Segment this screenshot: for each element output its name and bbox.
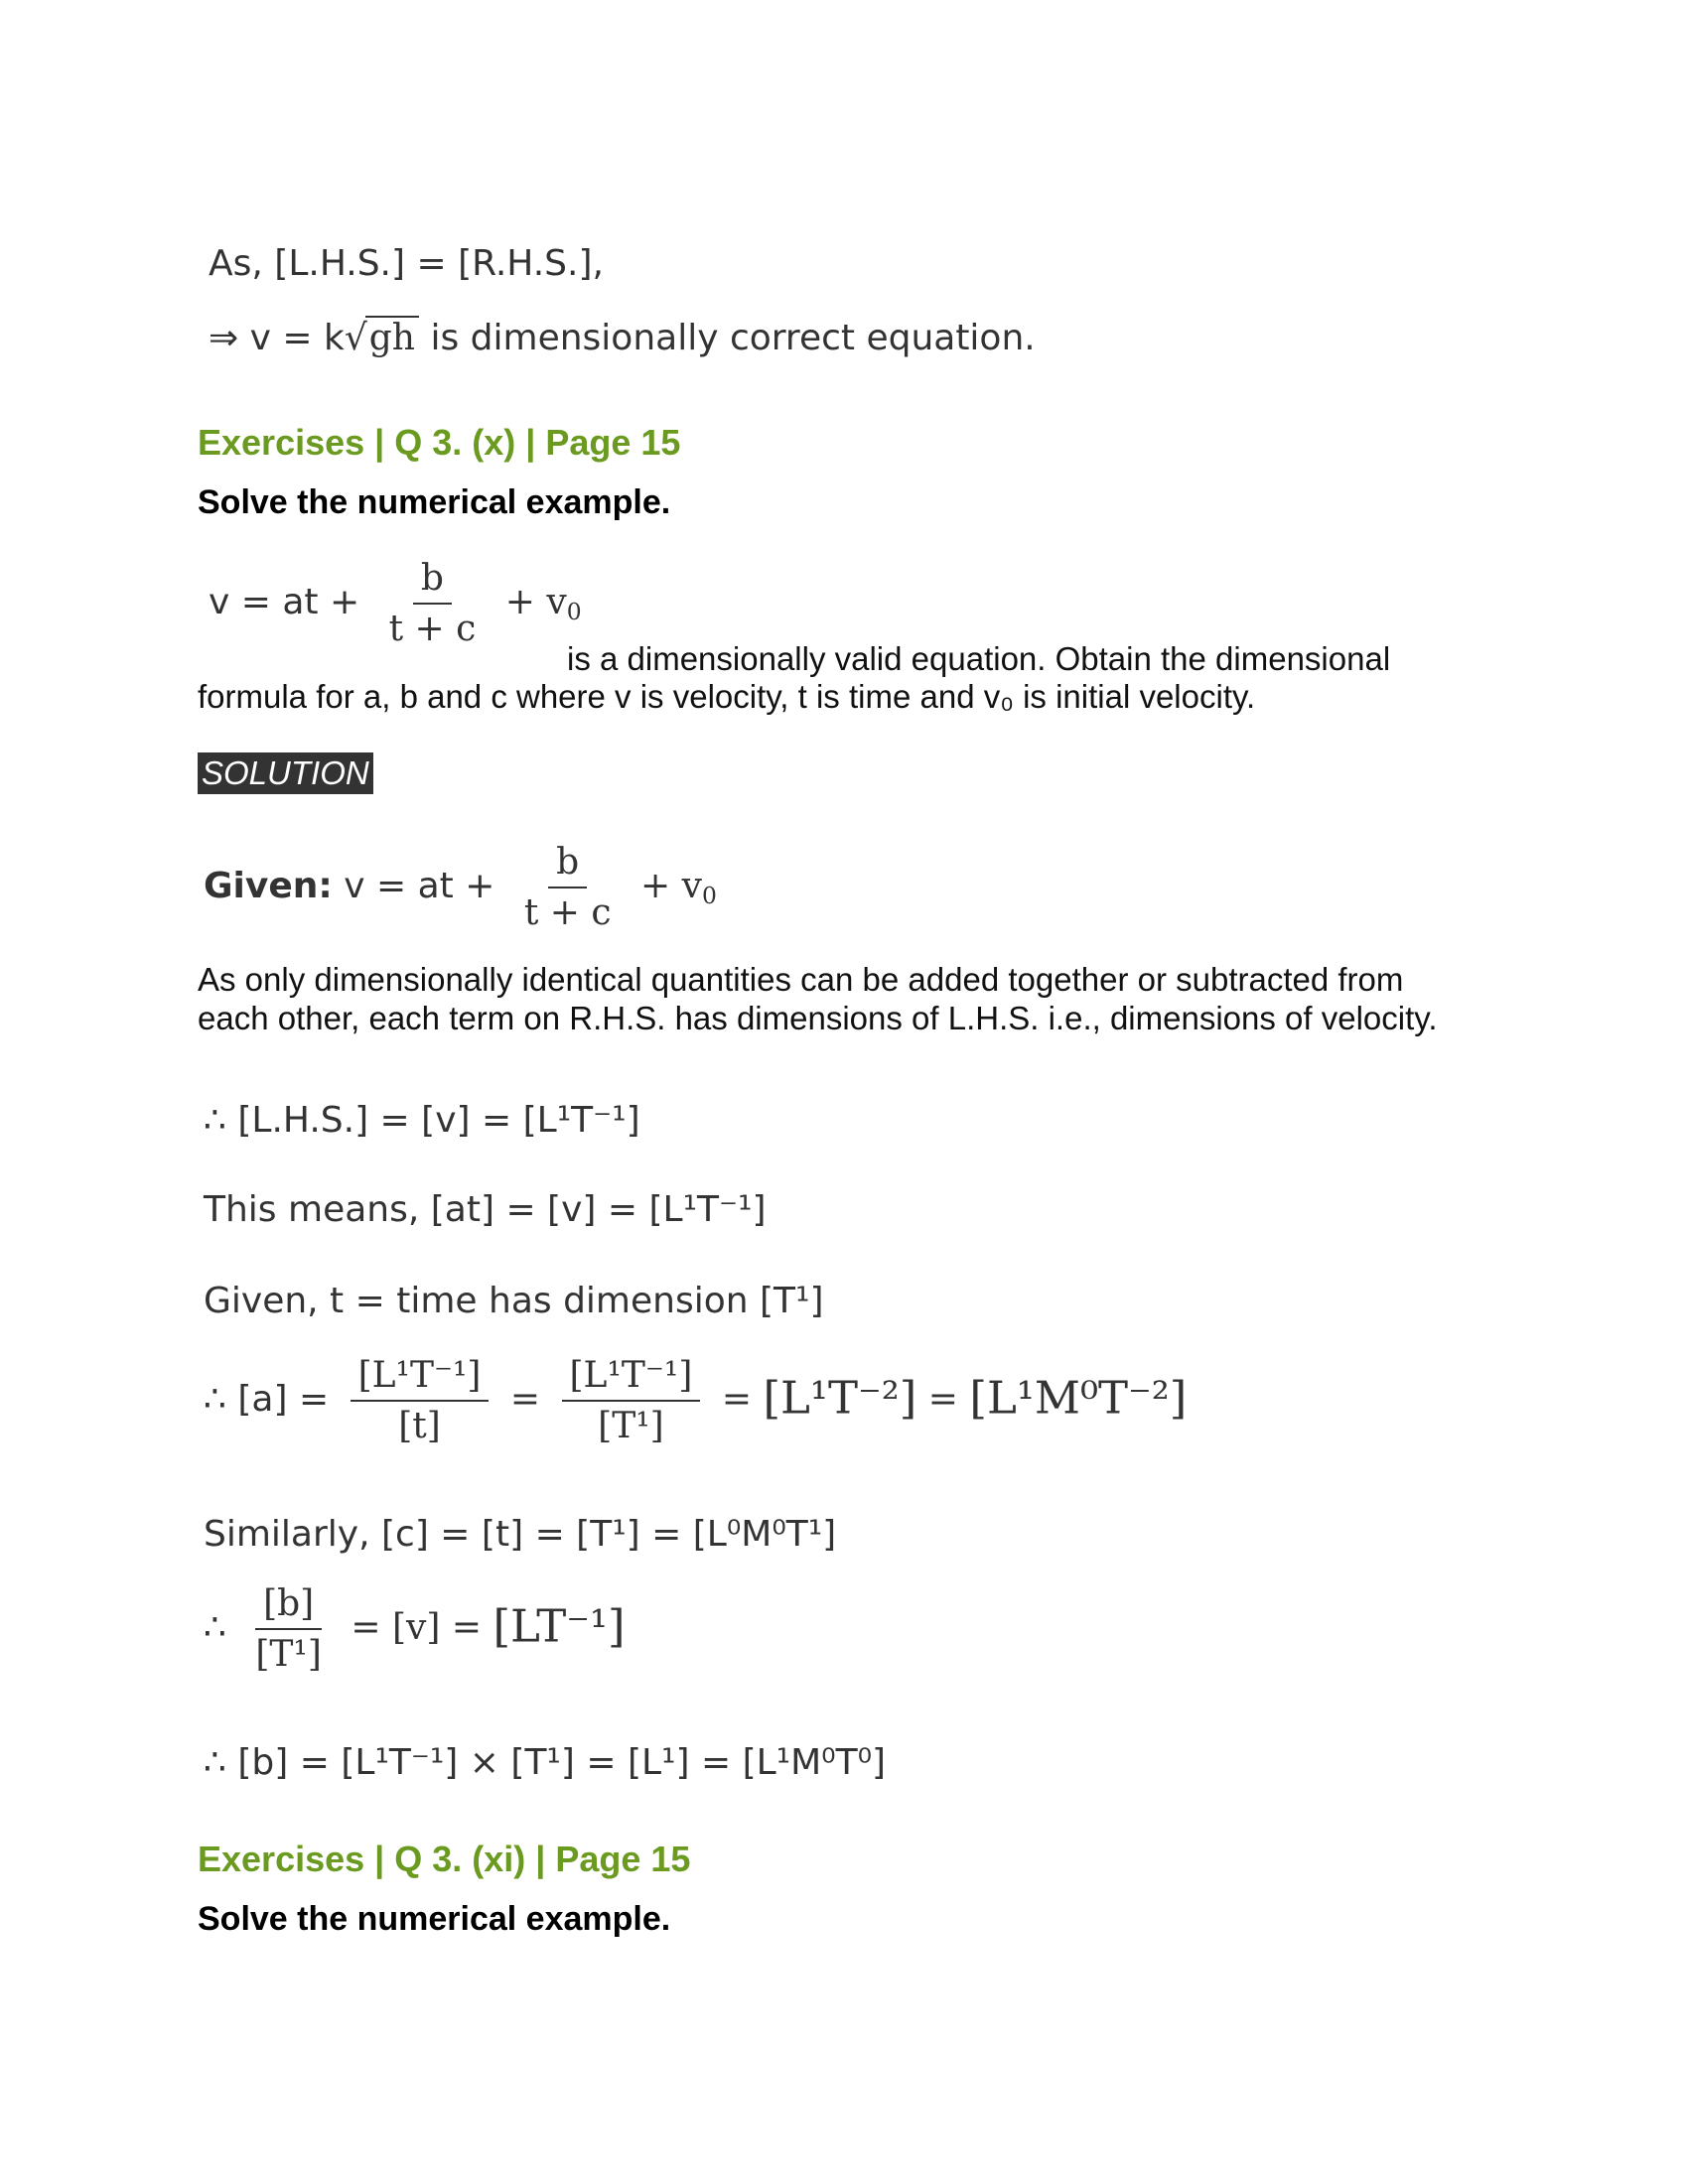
a-fraction-2 (562, 1355, 701, 1446)
step-b-derivation (204, 1583, 626, 1675)
a-numerator-1: [L¹T⁻¹] (351, 1355, 490, 1402)
radicand: gh (365, 316, 419, 358)
eq-tail: + v (504, 582, 567, 622)
explanation-line2: each other, each term on R.H.S. has dimensions of L.H.S. i.e., dimensions of velocity. (198, 1000, 1438, 1036)
a-result-1: [L¹T⁻²] (763, 1371, 917, 1425)
question-heading-x: Exercises | Q 3. (x) | Page 15 (198, 422, 681, 463)
equation-suffix: is dimensionally correct equation. (419, 318, 1036, 358)
question-text-line1: is a dimensionally valid equation. Obtain the dimensional (567, 640, 1391, 677)
question-text-line2: formula for a, b and c where v is velocity, t is time and v₀ is initial velocity. (198, 678, 1256, 715)
a-denominator-1: [t] (398, 1406, 441, 1446)
step-c-dimension: Similarly, [c] = [t] = [T¹] = [L⁰M⁰T¹] (204, 1514, 837, 1555)
sqrt-sign: √ (344, 318, 367, 358)
explanation-line1: As only dimensionally identical quantities can be added together or subtracted from (198, 961, 1404, 998)
a-numerator-2: [L¹T⁻¹] (562, 1355, 701, 1402)
b-numerator: [b] (255, 1583, 322, 1630)
b-result: [LT⁻¹] (492, 1599, 626, 1653)
a-fraction-1 (351, 1355, 490, 1446)
solution-badge: SOLUTION (198, 752, 373, 794)
eq-prefix: v = at + (209, 582, 360, 622)
eq-denominator: t + c (388, 609, 477, 649)
correct-equation-statement (209, 316, 1036, 358)
given-numerator: b (548, 842, 587, 888)
given-equation (204, 842, 717, 933)
step-a-derivation: ∴ [a] = $\frac{\text{[L¹T⁻¹]}}{[t]}$ = $\frac{\text{[L¹T⁻¹]}}{\text{[T¹]}}$ = [L¹T⁻²] = [L¹M⁰T⁻²] (204, 1355, 1188, 1446)
b-denominator: [T¹] (255, 1634, 322, 1675)
equation-prefix: ⇒ v = k (209, 318, 345, 358)
eq-numerator: b (413, 558, 452, 605)
step-at-dimension: This means, [at] = [v] = [L¹T⁻¹] (204, 1189, 767, 1230)
given-tail-subscript: 0 (701, 881, 717, 909)
question-prompt-xi: Solve the numerical example. (198, 1900, 671, 1938)
question-heading-xi: Exercises | Q 3. (xi) | Page 15 (198, 1839, 691, 1879)
given-tail: + v (639, 866, 702, 906)
b-middle: = [v] = (351, 1607, 483, 1648)
b-fraction (247, 1583, 330, 1675)
step-lhs-dimension: ∴ [L.H.S.] = [v] = [L¹T⁻¹] (204, 1100, 640, 1141)
step-b-dimension: ∴ [b] = [L¹T⁻¹] × [T¹] = [L¹] = [L¹M⁰T⁰] (204, 1742, 887, 1783)
a-denominator-2: [T¹] (598, 1406, 664, 1446)
given-denominator: t + c (523, 892, 612, 933)
question-equation (209, 558, 582, 649)
lhs-rhs-statement: As, [L.H.S.] = [R.H.S.], (209, 243, 604, 284)
step-time-dimension: Given, t = time has dimension [T¹] (204, 1281, 824, 1321)
a-prefix: ∴ [a] = (204, 1379, 330, 1420)
a-result-2: [L¹M⁰T⁻²] (969, 1371, 1188, 1425)
given-prefix: v = at + (332, 866, 495, 906)
eq-tail-subscript: 0 (566, 597, 582, 625)
eq-fraction (381, 558, 485, 649)
question-prompt-x: Solve the numerical example. (198, 483, 671, 521)
given-fraction (516, 842, 620, 933)
given-label: Given: (204, 866, 333, 906)
b-prefix: ∴ (204, 1607, 226, 1648)
